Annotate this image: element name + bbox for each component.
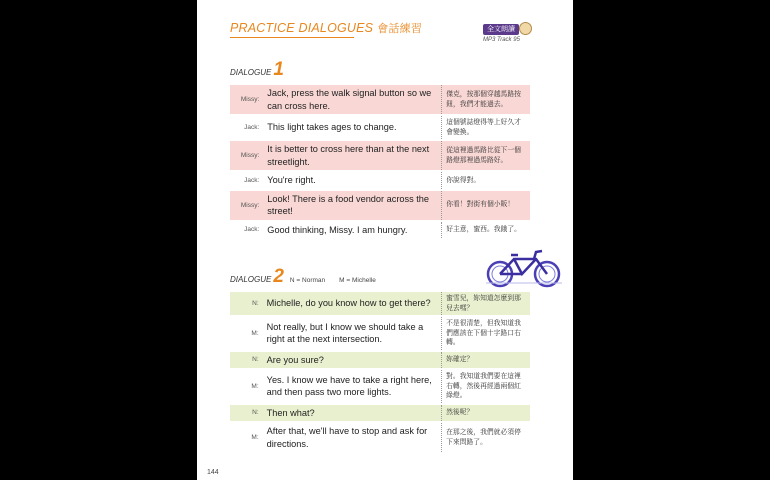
section-title-en: PRACTICE DIALOGUES <box>230 21 374 35</box>
speaker-label: M: <box>251 382 259 390</box>
english-line: Jack, press the walk signal button so we can cross here. <box>263 85 442 114</box>
chinese-translation: 不是很清楚，但我知道我們應該在下個十字路口右轉。 <box>446 320 521 346</box>
english-line: Look! There is a food vendor across the street! <box>263 191 442 220</box>
read-aloud-badge: 全文朗讀 <box>483 24 519 35</box>
english-line: Yes. I know we have to take a right here, and then pass two more lights. <box>263 370 442 403</box>
dialogue-1-table <box>230 83 530 240</box>
chinese-translation: 然後呢？ <box>442 405 530 422</box>
english-line: It is better to cross here than at the next streetlight. <box>263 141 442 170</box>
textbook-page <box>197 0 573 480</box>
dialogue-row <box>230 141 530 170</box>
dialogue-row <box>230 423 530 452</box>
english-line: This light takes ages to change. <box>263 116 442 139</box>
english-line: Good thinking, Missy. I am hungry. <box>263 222 442 239</box>
speaker-label: Jack: <box>244 226 260 234</box>
speaker-label: N: <box>230 405 263 422</box>
dialogue-number: 2 <box>273 266 284 287</box>
dialogue-label: DIALOGUE <box>230 68 272 77</box>
chinese-translation: 從這裡過馬路比從下一個路燈那裡過馬路好。 <box>442 141 530 170</box>
dialogue-number: 1 <box>273 59 284 80</box>
speaker-label: M: <box>251 329 259 337</box>
speaker-label: N: <box>230 292 263 315</box>
chinese-translation: 好主意，蜜西。我餓了。 <box>446 226 521 233</box>
chinese-translation: 你說得對。 <box>446 176 481 184</box>
chinese-translation: 你看！對街有個小販！ <box>442 191 530 220</box>
chinese-translation: 妳確定？ <box>442 352 530 369</box>
header-underline <box>230 37 354 38</box>
chinese-translation: 蜜雪兒，妳知道怎麼到那兒去嗎？ <box>442 292 530 315</box>
dialogue-row <box>230 222 530 239</box>
english-line: Are you sure? <box>263 352 442 369</box>
chinese-translation: 對。我知道我們要在這裡右轉，然後再經過兩個紅綠燈。 <box>446 373 521 399</box>
speaker-icon <box>519 22 532 35</box>
dialogue-2-table <box>230 290 530 454</box>
speaker-label: Missy: <box>230 141 263 170</box>
english-line: Not really, but I know we should take a right at the next intersection. <box>263 317 442 350</box>
bicycle-icon <box>484 247 564 289</box>
english-line: Then what? <box>263 405 442 422</box>
dialogue-row <box>230 85 530 114</box>
speaker-label: Jack: <box>244 176 260 184</box>
speaker-label: Missy: <box>230 191 263 220</box>
chinese-translation: 在那之後，我們就必須停下來問路了。 <box>446 429 521 446</box>
english-line: Michelle, do you know how to get there? <box>263 292 442 315</box>
english-line: You're right. <box>263 172 442 189</box>
speaker-label: N: <box>230 352 263 369</box>
dialogue-row <box>230 172 530 189</box>
section-title-cn: 會話練習 <box>377 23 423 35</box>
dialogue-row <box>230 292 530 315</box>
speaker-label: M: <box>251 434 259 441</box>
dialogue-row <box>230 370 530 403</box>
dialogue-row <box>230 352 530 369</box>
legend-michelle: M = Michelle <box>339 277 376 284</box>
legend-norman: N = Norman <box>289 277 326 284</box>
mp3-track-label: MP3 Track 95 <box>483 37 520 43</box>
section-title <box>230 20 422 36</box>
speaker-label: Missy: <box>230 85 263 114</box>
dialogue-row <box>230 405 530 422</box>
dialogue-label: DIALOGUE <box>230 275 272 284</box>
dialogue-1-heading <box>230 59 284 81</box>
chinese-translation: 這個號誌燈得等上好久才會變換。 <box>446 119 521 136</box>
dialogue-row <box>230 116 530 139</box>
chinese-translation: 傑克，按那個穿越馬路按鈕，我們才能過去。 <box>442 85 530 114</box>
english-line: After that, we'll have to stop and ask for directions. <box>263 423 442 452</box>
speaker-label: Jack: <box>244 124 260 131</box>
dialogue-row <box>230 317 530 350</box>
dialogue-2-heading <box>230 266 376 288</box>
dialogue-row <box>230 191 530 220</box>
page-number: 144 <box>207 469 219 476</box>
